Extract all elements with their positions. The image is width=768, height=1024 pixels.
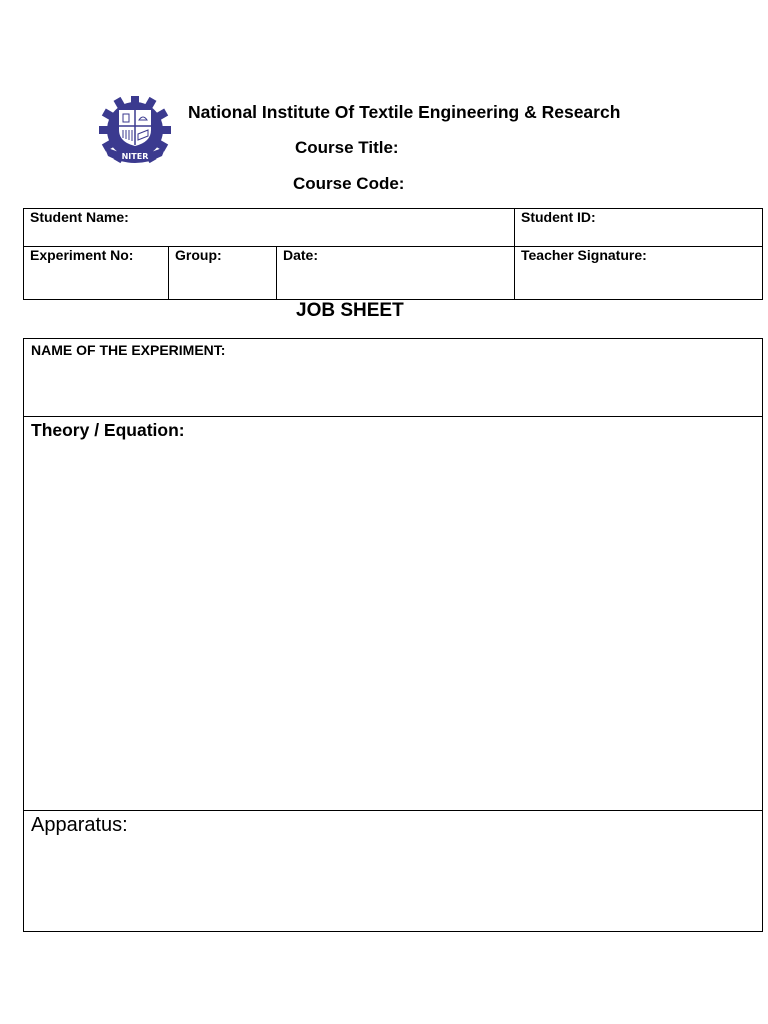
niter-logo (92, 96, 178, 168)
course-title-label: Course Title: (295, 138, 399, 157)
experiment-no-cell[interactable] (24, 247, 169, 300)
apparatus-box[interactable] (23, 810, 763, 932)
student-id-label: Student ID: (521, 209, 596, 225)
institute-name: National Institute Of Textile Engineering & Research (188, 102, 621, 122)
svg-text:NITER: NITER (121, 152, 149, 161)
experiment-name-label: NAME OF THE EXPERIMENT: (31, 342, 226, 358)
apparatus-label: Apparatus: (31, 814, 128, 836)
group-cell[interactable] (169, 247, 277, 300)
student-info-table (23, 208, 763, 300)
experiment-no-label: Experiment No: (30, 247, 134, 263)
student-id-cell[interactable] (515, 209, 763, 247)
teacher-signature-cell[interactable] (515, 247, 763, 300)
student-name-label: Student Name: (30, 209, 129, 225)
date-cell[interactable] (277, 247, 515, 300)
teacher-signature-label: Teacher Signature: (521, 247, 647, 263)
job-sheet-title: JOB SHEET (296, 300, 404, 321)
group-label: Group: (175, 247, 222, 263)
experiment-name-box[interactable] (23, 338, 763, 417)
student-name-cell[interactable] (24, 209, 515, 247)
theory-equation-box[interactable] (23, 416, 763, 811)
theory-label: Theory / Equation: (31, 420, 185, 440)
course-code-label: Course Code: (293, 174, 405, 193)
date-label: Date: (283, 247, 319, 263)
